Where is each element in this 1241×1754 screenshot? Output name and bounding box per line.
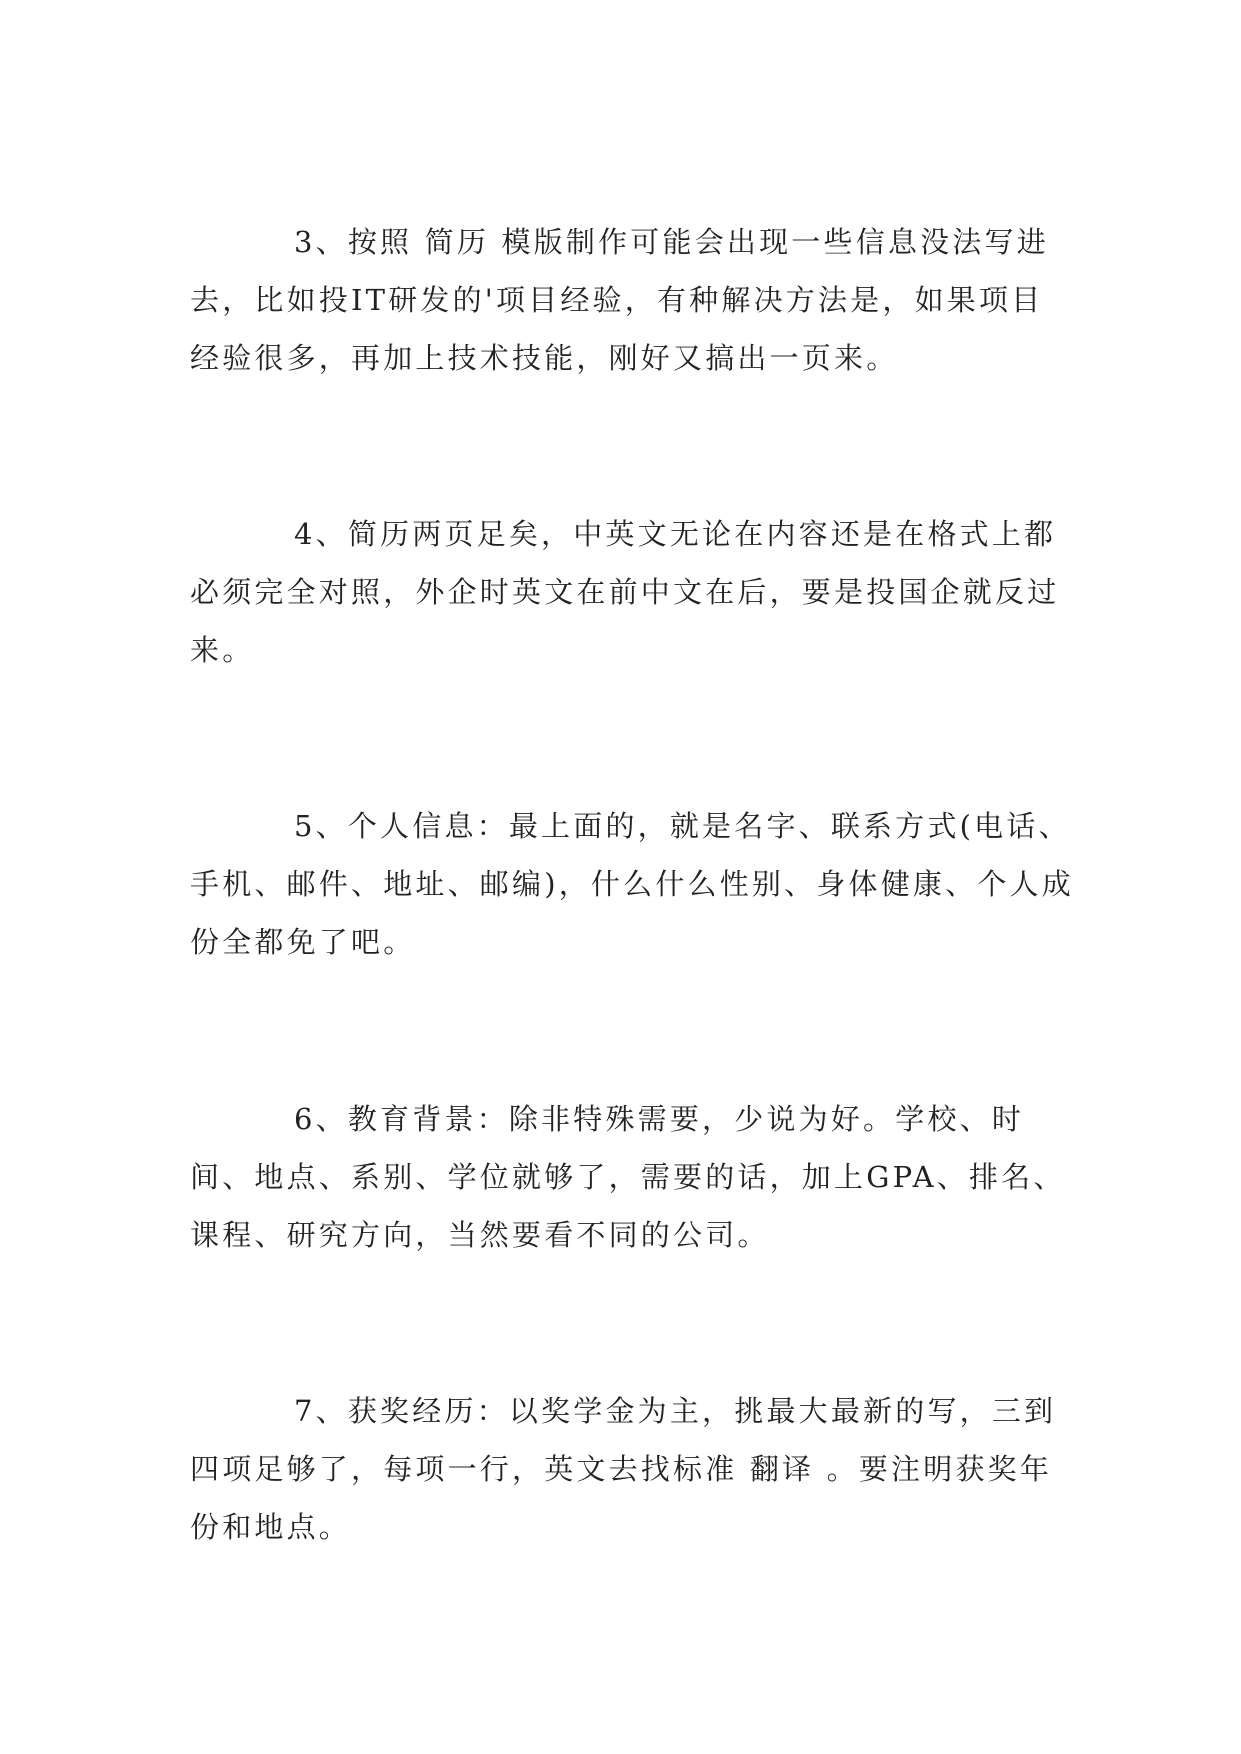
paragraph-resume-length: 4、简历两页足矣，中英文无论在内容还是在格式上都必须完全对照，外企时英文在前中文在后，要是投国企就反过来。 xyxy=(190,517,1060,667)
paragraph-awards: 7、获奖经历：以奖学金为主，挑最大最新的写，三到四项足够了，每项一行，英文去找标准 翻译 。要注明获奖年份和地点。 xyxy=(190,1394,1057,1544)
paragraph-education: 6、教育背景：除非特殊需要，少说为好。学校、时间、地点、系别、学位就够了，需要的话，加上GPA、排名、课程、研究方向，当然要看不同的公司。 xyxy=(190,1102,1066,1252)
paragraph-resume-template: 3、按照 简历 模版制作可能会出现一些信息没法写进去，比如投IT研发的'项目经验，有种解决方法是，如果项目经验很多，再加上技术技能，刚好又搞出一页来。 xyxy=(190,225,1049,375)
paragraph-personal-info: 5、个人信息：最上面的，就是名字、联系方式(电话、手机、邮件、地址、邮编)，什么什么性别、身体健康、个人成份全都免了吧。 xyxy=(190,809,1074,959)
